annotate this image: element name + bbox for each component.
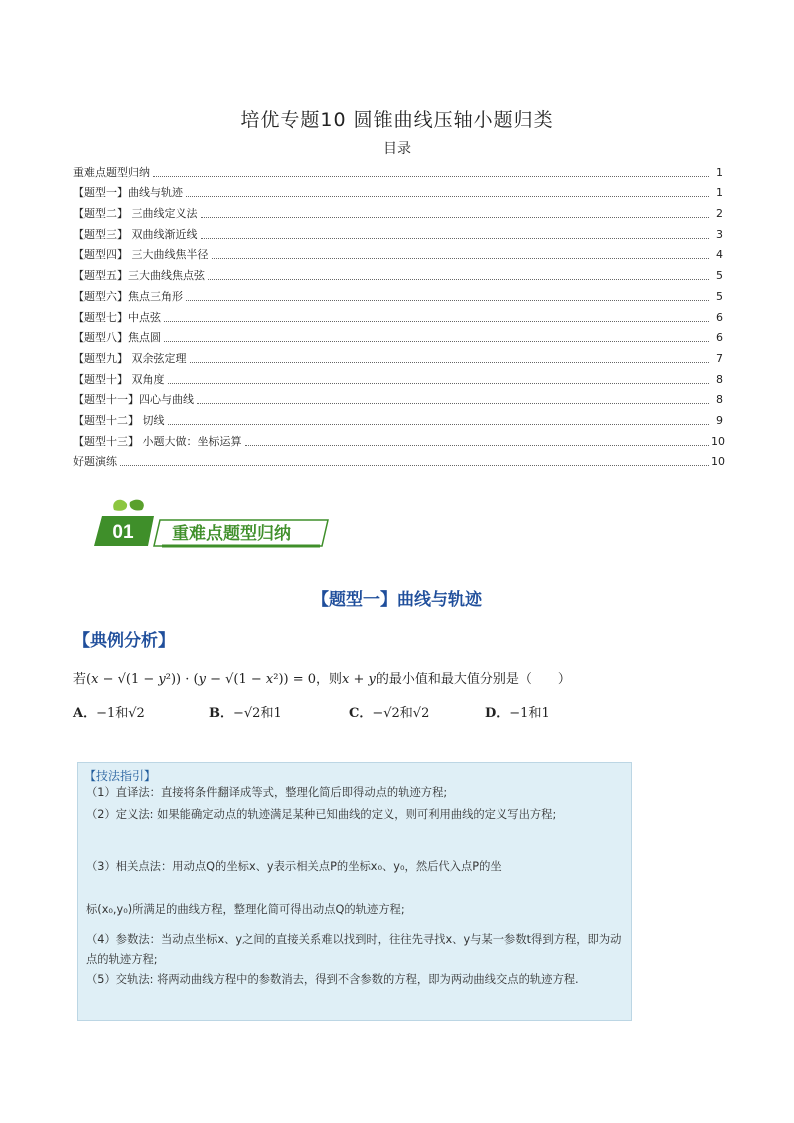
tip-item: （4）参数法：当动点坐标x、y之间的直接关系难以找到时，往往先寻找x、y与某一参数t得到方程，即为动点的轨迹方程; <box>86 933 622 966</box>
toc-row[interactable] <box>73 243 723 264</box>
choice-d[interactable]: D．−1和1 <box>485 706 550 721</box>
toc-leader <box>212 258 710 259</box>
toc-row[interactable] <box>73 222 723 243</box>
section-banner <box>92 498 332 548</box>
toc-row[interactable] <box>73 181 723 202</box>
toc-page: 9 <box>716 413 723 427</box>
tips-title: 【技法指引】 <box>84 769 157 783</box>
toc-page: 6 <box>716 331 723 345</box>
toc-label: 【题型十三】 小题大做：坐标运算 <box>73 434 242 448</box>
table-of-contents <box>73 160 723 470</box>
toc-leader <box>201 217 710 218</box>
toc-row[interactable] <box>73 408 723 429</box>
toc-page: 3 <box>716 227 723 241</box>
toc-row[interactable] <box>73 305 723 326</box>
toc-row[interactable] <box>73 326 723 347</box>
toc-label: 【题型九】 双余弦定理 <box>73 351 187 365</box>
toc-label: 【题型二】 三曲线定义法 <box>73 207 198 221</box>
toc-leader <box>208 279 709 280</box>
toc-leader <box>164 321 709 322</box>
toc-label: 【题型十二】 切线 <box>73 413 165 427</box>
type-title: 【题型一】曲线与轨迹 <box>312 590 482 610</box>
choice-b[interactable]: B．−√2和1 <box>209 706 282 721</box>
choice-a[interactable]: A．−1和√2 <box>73 706 145 721</box>
toc-leader <box>186 196 709 197</box>
page-title: 培优专题10 圆锥曲线压轴小题归类 <box>240 109 554 131</box>
tips-box <box>77 762 632 1021</box>
toc-page: 4 <box>716 248 723 262</box>
toc-leader <box>201 238 710 239</box>
toc-row[interactable] <box>73 160 723 181</box>
toc-page: 6 <box>716 310 723 324</box>
toc-label: 【题型四】 三大曲线焦半径 <box>73 248 209 262</box>
tip-item: （1）直译法：直接将条件翻译成等式，整理化简后即得动点的轨迹方程; <box>86 786 448 799</box>
toc-leader <box>168 424 710 425</box>
toc-page: 10 <box>711 455 725 469</box>
leaf-icon <box>113 500 127 511</box>
toc-label: 【题型十一】四心与曲线 <box>73 393 194 407</box>
toc-label: 【题型七】中点弦 <box>73 310 161 324</box>
toc-row[interactable] <box>73 201 723 222</box>
tip-item: （3）相关点法：用动点Q的坐标x、y表示相关点P的坐标x₀、y₀，然后代入点P的坐 <box>86 860 502 873</box>
tip-item: （2）定义法: 如果能确定动点的轨迹满足某种已知曲线的定义，则可利用曲线的定义写出方程; <box>86 808 557 821</box>
toc-leader <box>168 383 710 384</box>
toc-label: 重难点题型归纳 <box>73 165 150 179</box>
toc-row[interactable] <box>73 367 723 388</box>
toc-page: 1 <box>716 186 723 200</box>
banner-text: 重难点题型归纳 <box>172 524 291 544</box>
toc-page: 8 <box>716 393 723 407</box>
toc-leader <box>186 300 709 301</box>
toc-label: 【题型十】 双角度 <box>73 372 165 386</box>
banner-number: 01 <box>112 522 134 543</box>
toc-page: 7 <box>716 351 723 365</box>
toc-page: 8 <box>716 372 723 386</box>
toc-row[interactable] <box>73 346 723 367</box>
toc-label: 【题型五】三大曲线焦点弦 <box>73 269 205 283</box>
equation: (x − √(1 − y²)) · (y − √(1 − x²)) = 0 <box>86 672 317 687</box>
toc-row[interactable] <box>73 284 723 305</box>
toc-leader <box>120 465 709 466</box>
toc-row[interactable] <box>73 388 723 409</box>
toc-leader <box>197 403 709 404</box>
toc-page: 5 <box>716 289 723 303</box>
toc-label: 好题演练 <box>73 455 117 469</box>
toc-row[interactable] <box>73 263 723 284</box>
question: 若(x − √(1 − y²)) · (y − √(1 − x²)) = 0，则x + y的最小值和最大值分别是（ ） <box>73 672 571 687</box>
toc-row[interactable] <box>73 429 723 450</box>
toc-heading: 目录 <box>383 141 411 157</box>
tip-item: （5）交轨法: 将两动曲线方程中的参数消去，得到不含参数的方程，即为两动曲线交点的轨迹方程. <box>86 973 579 986</box>
toc-leader <box>190 362 710 363</box>
toc-label: 【题型三】 双曲线渐近线 <box>73 227 198 241</box>
toc-leader <box>153 176 709 177</box>
toc-page: 5 <box>716 269 723 283</box>
toc-label: 【题型六】焦点三角形 <box>73 289 183 303</box>
toc-page: 1 <box>716 165 723 179</box>
toc-leader <box>245 445 710 446</box>
toc-label: 【题型一】曲线与轨迹 <box>73 186 183 200</box>
example-title: 【典例分析】 <box>73 631 175 651</box>
toc-row[interactable] <box>73 450 723 471</box>
toc-leader <box>164 341 709 342</box>
toc-label: 【题型八】焦点圆 <box>73 331 161 345</box>
tip-item: 标(x₀,y₀)所满足的曲线方程，整理化简可得出动点Q的轨迹方程; <box>86 903 405 916</box>
choice-c[interactable]: C．−√2和√2 <box>349 706 430 721</box>
toc-page: 10 <box>711 434 725 448</box>
toc-page: 2 <box>716 207 723 221</box>
